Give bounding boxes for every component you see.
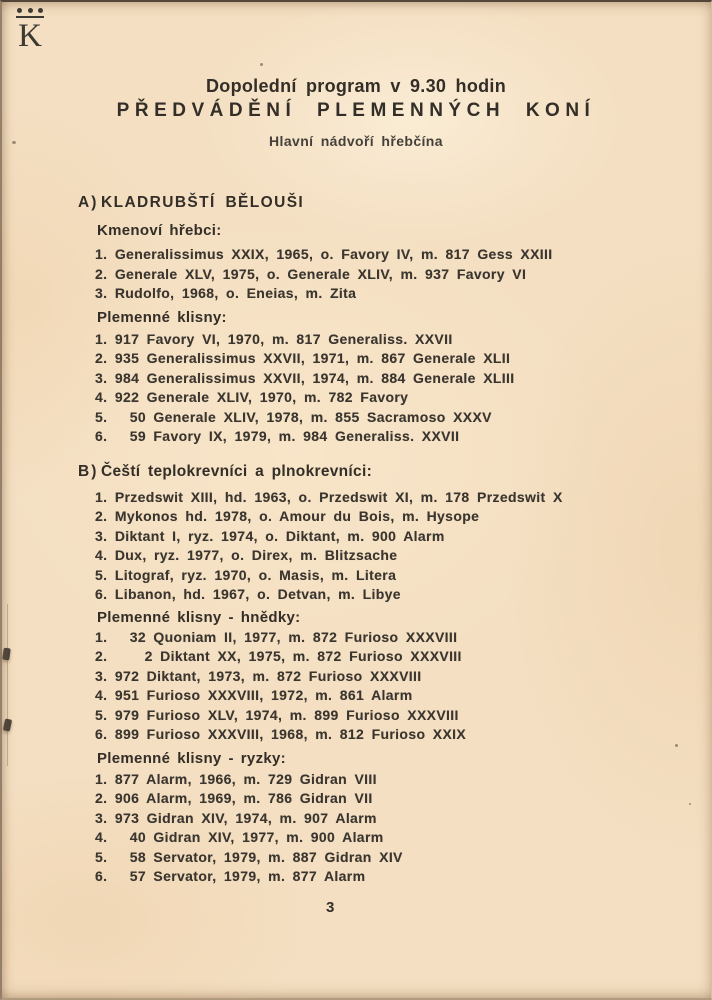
section-czech-warmbloods bbox=[78, 462, 672, 887]
horse-entry: 1. 917 Favory VI, 1970, m. 817 Generaliss. XXVII bbox=[95, 330, 453, 347]
section-a-label: A) bbox=[78, 194, 99, 211]
bay-mares-list bbox=[95, 628, 672, 745]
stallions-list-a bbox=[95, 245, 672, 304]
section-b-label: B) bbox=[78, 462, 99, 480]
horse-entry: 6. 57 Servator, 1979, m. 877 Alarm bbox=[95, 868, 366, 884]
paper-speck bbox=[12, 141, 16, 144]
horse-entry: 6. 899 Furioso XXXVIII, 1968, m. 812 Furioso XXIX bbox=[95, 726, 467, 742]
horse-entry: 5. 979 Furioso XLV, 1974, m. 899 Furioso XXXVIII bbox=[95, 706, 459, 723]
section-b-heading bbox=[78, 462, 672, 481]
logo-letter: K bbox=[16, 16, 44, 53]
horse-entry: 6. Libanon, hd. 1967, o. Detvan, m. Libye bbox=[95, 586, 401, 602]
horse-entry: 2. 2 Diktant XX, 1975, m. 872 Furioso XXXVIII bbox=[95, 648, 462, 664]
horse-entry: 3. 984 Generalissimus XXVII, 1974, m. 884 Generale XLIII bbox=[95, 369, 515, 386]
paper-speck bbox=[689, 803, 691, 805]
program-content bbox=[0, 193, 712, 887]
section-b-title: Čeští teplokrevníci a plnokrevníci: bbox=[101, 462, 373, 480]
section-a-title: KLADRUBŠTÍ BĚLOUŠI bbox=[101, 194, 305, 211]
group-heading-stallions: Kmenoví hřebci: bbox=[97, 222, 222, 239]
horse-entry: 4. 951 Furioso XXXVIII, 1972, m. 861 Alarm bbox=[95, 687, 413, 703]
horse-entry: 3. 973 Gidran XIV, 1974, m. 907 Alarm bbox=[95, 809, 377, 826]
chestnut-mares-list bbox=[95, 770, 672, 887]
horse-entry: 5. 58 Servator, 1979, m. 887 Gidran XIV bbox=[95, 848, 403, 865]
horse-entry: 3. Diktant I, ryz. 1974, o. Diktant, m. 900 Alarm bbox=[95, 527, 445, 544]
paper-speck bbox=[675, 744, 678, 747]
horse-entry: 4. 40 Gidran XIV, 1977, m. 900 Alarm bbox=[95, 829, 384, 845]
horse-entry: 6. 59 Favory IX, 1979, m. 984 Generaliss. XXVII bbox=[95, 428, 460, 444]
group-heading-bay-mares: Plemenné klisny - hnědky: bbox=[97, 608, 301, 626]
section-a-heading bbox=[78, 193, 672, 212]
horse-entry: 1. 32 Quoniam II, 1977, m. 872 Furioso XXXVIII bbox=[95, 628, 458, 645]
group-heading-mares: Plemenné klisny: bbox=[97, 308, 227, 326]
horse-entry: 1. Przedswit XIII, hd. 1963, o. Przedswit XI, m. 178 Przedswit X bbox=[95, 488, 563, 505]
horse-entry: 5. Litograf, ryz. 1970, o. Masis, m. Litera bbox=[95, 566, 397, 583]
program-time-title: Dopolední program v 9.30 hodin bbox=[205, 76, 507, 96]
title-block bbox=[0, 0, 712, 150]
page-title: PŘEDVÁDĚNÍ PLEMENNÝCH KONÍ bbox=[116, 100, 596, 121]
section-kladruby-greys bbox=[78, 193, 672, 447]
horse-entry: 2. 935 Generalissimus XXVII, 1971, m. 867 Generale XLII bbox=[95, 350, 511, 366]
horse-entry: 3. Rudolfo, 1968, o. Eneias, m. Zita bbox=[95, 285, 357, 301]
stallions-list-b bbox=[95, 488, 672, 605]
horse-entry: 1. Generalissimus XXIX, 1965, o. Favory IV, m. 817 Gess XXIII bbox=[95, 246, 553, 262]
horse-entry: 4. 922 Generale XLIV, 1970, m. 782 Favory bbox=[95, 389, 409, 405]
paper-speck bbox=[260, 63, 263, 66]
page-number: 3 bbox=[326, 899, 335, 916]
binding-thread bbox=[7, 604, 8, 766]
horse-entry: 2. Generale XLV, 1975, o. Generale XLIV, m. 937 Favory VI bbox=[95, 265, 527, 282]
venue-subtitle: Hlavní nádvoří hřebčína bbox=[269, 133, 443, 149]
logo-crown-dots-icon bbox=[17, 8, 43, 13]
mares-list-a bbox=[95, 330, 672, 447]
group-heading-chestnut-mares: Plemenné klisny - ryzky: bbox=[97, 749, 286, 767]
horse-entry: 2. Mykonos hd. 1978, o. Amour du Bois, m. Hysope bbox=[95, 508, 480, 524]
horse-entry: 3. 972 Diktant, 1973, m. 872 Furioso XXXVIII bbox=[95, 667, 422, 684]
horse-entry: 5. 50 Generale XLIV, 1978, m. 855 Sacramoso XXXV bbox=[95, 408, 492, 425]
kladruby-stud-logo bbox=[13, 8, 47, 53]
horse-entry: 2. 906 Alarm, 1969, m. 786 Gidran VII bbox=[95, 790, 373, 806]
horse-entry: 4. Dux, ryz. 1977, o. Direx, m. Blitzsache bbox=[95, 547, 398, 563]
horse-entry: 1. 877 Alarm, 1966, m. 729 Gidran VIII bbox=[95, 770, 377, 787]
